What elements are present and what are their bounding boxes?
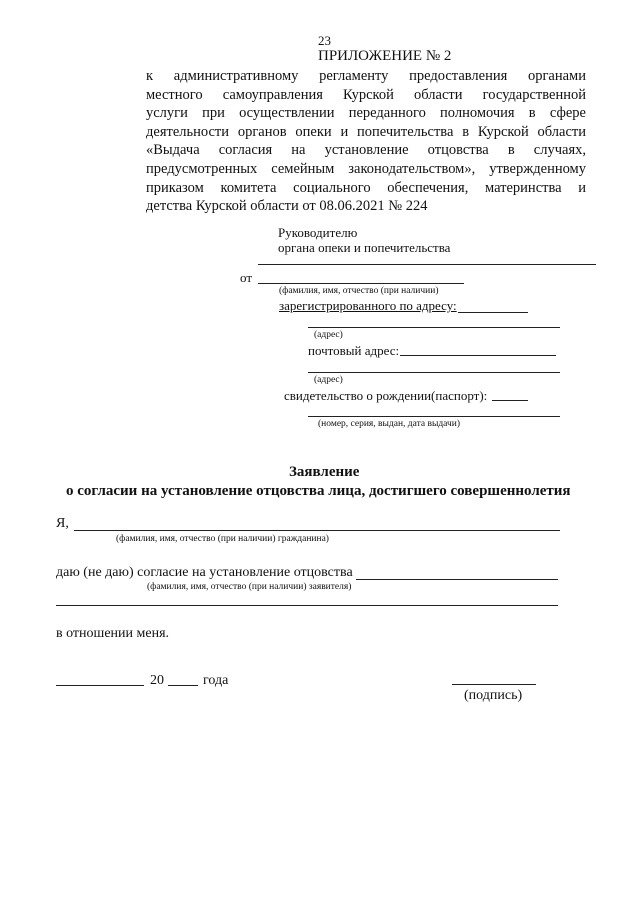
appendix-line: детства Курской области от 08.06.2021 № 224 (146, 198, 428, 215)
date-day-month-line[interactable] (56, 685, 144, 686)
appendix-line: местного самоуправления Курской области государственной (146, 86, 586, 103)
appendix-line: предусмотренных семейным законодательством», утвержденному (146, 160, 586, 177)
appendix-text (146, 67, 586, 216)
statement-subtitle: о согласии на установление отцовства лица, достигшего совершеннолетия (66, 483, 571, 499)
addressee-blank-line[interactable] (258, 264, 596, 265)
document-caption: (номер, серия, выдан, дата выдачи) (318, 419, 461, 429)
year-prefix: 20 (150, 673, 164, 688)
address-line-1[interactable] (308, 327, 560, 328)
from-fio-line[interactable] (258, 283, 464, 284)
citizen-caption: (фамилия, имя, отчество (при наличии) гражданина) (116, 534, 329, 544)
appendix-line: к административному регламенту предоставления органами (146, 68, 586, 84)
appendix-line: приказом комитета социального обеспечения, материнства и (146, 179, 586, 196)
address-caption-1: (адрес) (314, 330, 343, 340)
registered-line[interactable] (458, 312, 528, 313)
year-line[interactable] (168, 685, 198, 686)
from-label: от (240, 270, 253, 285)
signature-caption: (подпись) (464, 688, 523, 703)
signature-line[interactable] (452, 684, 536, 685)
birth-cert-line[interactable] (492, 400, 528, 401)
appendix-line: деятельности органов опеки и попечительства в Курской области (146, 123, 586, 140)
page-number: 23 (318, 33, 331, 48)
applicant-name-line[interactable] (356, 579, 558, 580)
applicant-caption: (фамилия, имя, отчество (при наличии) заявителя) (147, 582, 352, 592)
citizen-name-line[interactable] (74, 530, 560, 531)
birth-cert-label: свидетельство о рождении(паспорт): (284, 388, 488, 403)
document-line[interactable] (308, 416, 560, 417)
statement-title: Заявление (289, 464, 360, 480)
addressee-line1: Руководителю (278, 225, 358, 240)
appendix-title: ПРИЛОЖЕНИЕ № 2 (318, 48, 452, 64)
address-line-2[interactable] (308, 372, 560, 373)
addressee-line2: органа опеки и попечительства (278, 240, 451, 255)
consent-text: даю (не даю) согласие на установление отцовства (56, 565, 353, 580)
year-suffix: года (203, 673, 229, 688)
postal-address-line[interactable] (400, 355, 556, 356)
appendix-line: «Выдача согласия на установление отцовства в случаях, (146, 142, 586, 159)
address-caption-2: (адрес) (314, 375, 343, 385)
continuation-line[interactable] (56, 605, 558, 606)
postal-address-label: почтовый адрес: (308, 343, 400, 358)
fio-caption: (фамилия, имя, отчество (при наличии) (279, 286, 439, 296)
registered-label: зарегистрированного по адресу: (279, 298, 457, 313)
appendix-line: услуги при осуществлении переданного полномочия в сфере (146, 105, 586, 122)
regarding-text: в отношении меня. (56, 626, 170, 641)
i-label: Я, (56, 516, 69, 531)
